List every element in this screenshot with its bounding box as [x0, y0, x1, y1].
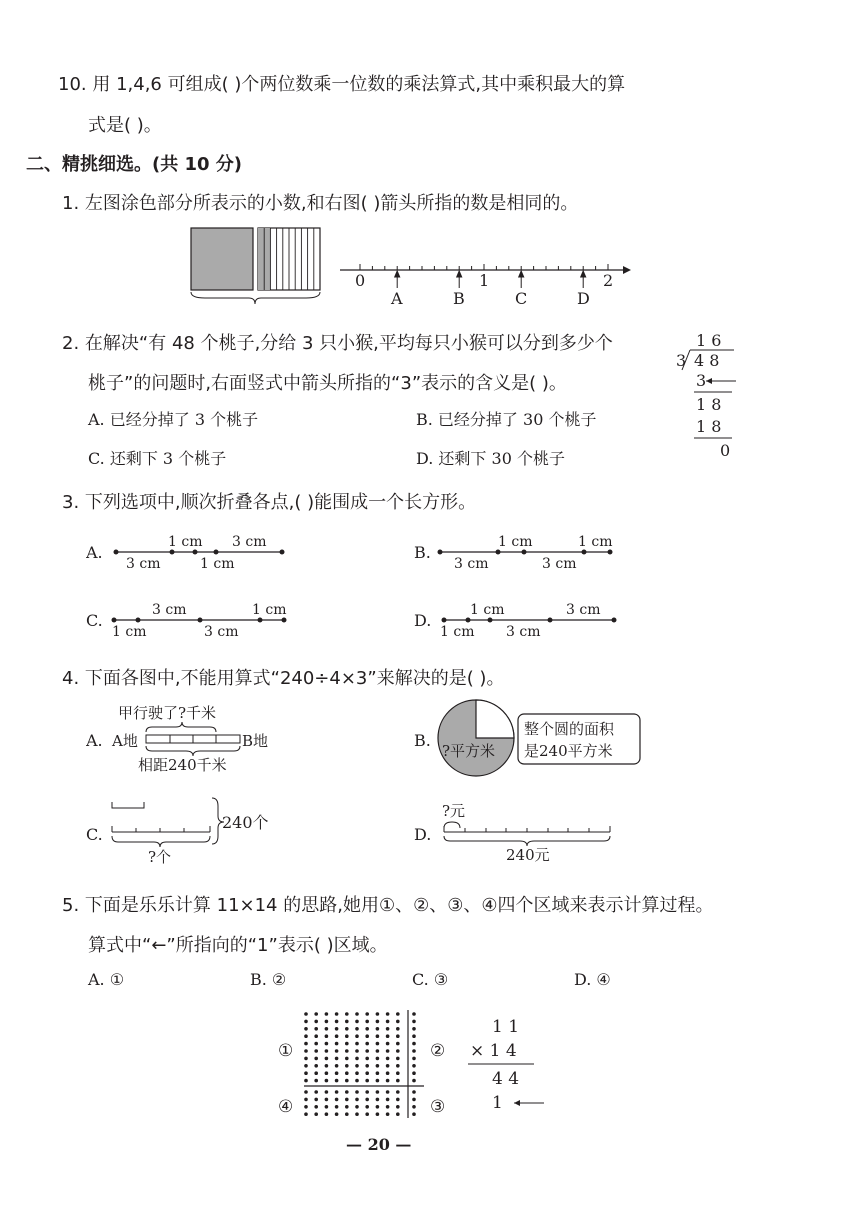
grid-dot — [386, 1042, 390, 1046]
grid-dot — [325, 1090, 329, 1094]
grid-dot — [304, 1105, 308, 1109]
grid-dot — [396, 1027, 400, 1031]
grid-dot — [345, 1064, 349, 1068]
grid-dot — [355, 1020, 359, 1024]
grid-dot — [335, 1049, 339, 1053]
grid-dot — [365, 1042, 369, 1046]
q1-stem: 1. 左图涂色部分所表示的小数,和右图( )箭头所指的数是相同的。 — [62, 193, 579, 214]
arrow-label: B — [453, 289, 465, 308]
grid-dot — [355, 1012, 359, 1016]
grid-dot — [386, 1027, 390, 1031]
grid-dot — [396, 1079, 400, 1083]
grid-dot — [386, 1071, 390, 1075]
grid-dot — [314, 1098, 318, 1102]
grid-dot — [314, 1020, 318, 1024]
grid-dot — [396, 1112, 400, 1116]
grid-dot — [325, 1027, 329, 1031]
grid-dot — [412, 1042, 416, 1046]
grid-dot — [396, 1098, 400, 1102]
grid-dot — [376, 1034, 380, 1038]
q2-option-b: B. 已经分掉了 30 个桃子 — [416, 410, 597, 429]
grid-dot — [335, 1042, 339, 1046]
svg-text:D.: D. — [414, 611, 432, 630]
grid-dot — [345, 1042, 349, 1046]
grid-dot — [325, 1042, 329, 1046]
region-2-label: ② — [430, 1041, 446, 1061]
svg-text:A.: A. — [86, 543, 103, 562]
grid-dot — [396, 1020, 400, 1024]
grid-dot — [355, 1112, 359, 1116]
q4-stem: 4. 下面各图中,不能用算式“240÷4×3”来解决的是( )。 — [62, 668, 505, 689]
svg-text:C.: C. — [86, 825, 103, 844]
arrow-label: D — [577, 289, 590, 308]
grid-dot — [412, 1049, 416, 1053]
svg-text:C.: C. — [86, 611, 103, 630]
grid-dot — [335, 1079, 339, 1083]
svg-text:3: 3 — [696, 371, 707, 390]
q10-line2: 式是( )。 — [88, 115, 162, 136]
grid-dot — [365, 1027, 369, 1031]
q2-option-c: C. 还剩下 3 个桃子 — [88, 449, 227, 468]
grid-dot — [365, 1064, 369, 1068]
grid-dot — [304, 1090, 308, 1094]
q3-option-b — [414, 528, 624, 576]
arrow-label: A — [391, 289, 403, 308]
grid-dot — [345, 1105, 349, 1109]
grid-dot — [386, 1090, 390, 1094]
grid-dot — [345, 1090, 349, 1094]
grid-dot — [386, 1105, 390, 1109]
svg-text:1 6: 1 6 — [696, 331, 722, 350]
grid-dot — [355, 1064, 359, 1068]
svg-text:1 cm: 1 cm — [168, 534, 203, 550]
grid-dot — [376, 1020, 380, 1024]
grid-dot — [345, 1057, 349, 1061]
grid-dot — [304, 1071, 308, 1075]
grid-dot — [314, 1034, 318, 1038]
grid-dot — [304, 1012, 308, 1016]
svg-text:1 cm: 1 cm — [498, 534, 533, 550]
q4-option-d — [414, 800, 624, 866]
grid-dot — [355, 1027, 359, 1031]
svg-text:3 cm: 3 cm — [126, 556, 161, 572]
grid-dot — [355, 1057, 359, 1061]
svg-text:240个: 240个 — [222, 813, 269, 832]
grid-dot — [345, 1098, 349, 1102]
svg-text:1 8: 1 8 — [696, 417, 722, 436]
grid-dot — [314, 1042, 318, 1046]
grid-dot — [325, 1071, 329, 1075]
grid-dot — [396, 1034, 400, 1038]
svg-text:3 cm: 3 cm — [506, 624, 541, 640]
grid-dot — [365, 1090, 369, 1094]
q2-option-d: D. 还剩下 30 个桃子 — [416, 449, 565, 468]
svg-text:1 cm: 1 cm — [112, 624, 147, 640]
svg-text:3 cm: 3 cm — [152, 602, 187, 618]
svg-text:3 cm: 3 cm — [454, 556, 489, 572]
grid-dot — [376, 1090, 380, 1094]
grid-dot — [386, 1034, 390, 1038]
svg-text:3: 3 — [676, 351, 687, 370]
grid-dot — [314, 1105, 318, 1109]
grid-dot — [345, 1112, 349, 1116]
svg-text:1 cm: 1 cm — [578, 534, 613, 550]
grid-dot — [304, 1034, 308, 1038]
svg-text:相距240千米: 相距240千米 — [138, 756, 227, 774]
grid-dot — [396, 1090, 400, 1094]
svg-text:甲行驶了?千米: 甲行驶了?千米 — [118, 704, 217, 722]
grid-dot — [345, 1020, 349, 1024]
q2-line1: 2. 在解决“有 48 个桃子,分给 3 只小猴,平均每只小猴可以分到多少个 — [62, 333, 613, 354]
grid-dot — [412, 1098, 416, 1102]
grid-dot — [314, 1064, 318, 1068]
q2-option-a: A. 已经分掉了 3 个桃子 — [88, 410, 259, 429]
grid-dot — [365, 1020, 369, 1024]
grid-dot — [345, 1079, 349, 1083]
grid-dot — [412, 1027, 416, 1031]
grid-dot — [355, 1090, 359, 1094]
grid-dot — [314, 1057, 318, 1061]
q2-line2: 桃子”的问题时,右面竖式中箭头所指的“3”表示的含义是( )。 — [88, 373, 567, 394]
grid-dot — [345, 1034, 349, 1038]
grid-dot — [376, 1112, 380, 1116]
region-1-label: ① — [278, 1041, 294, 1061]
multiplication-calc — [466, 1012, 556, 1112]
grid-dot — [386, 1079, 390, 1083]
grid-dot — [376, 1012, 380, 1016]
grid-dot — [345, 1049, 349, 1053]
svg-text:是240平方米: 是240平方米 — [524, 742, 613, 760]
section-title: 二、精挑细选。(共 10 分) — [26, 154, 243, 175]
q5-option-d: D. ④ — [574, 970, 611, 989]
grid-dot — [355, 1105, 359, 1109]
grid-dot — [325, 1020, 329, 1024]
grid-dot — [314, 1079, 318, 1083]
svg-text:1 1: 1 1 — [492, 1017, 520, 1037]
svg-text:240元: 240元 — [506, 846, 550, 864]
svg-text:?个: ?个 — [148, 848, 172, 866]
q1-figures — [185, 224, 645, 308]
svg-text:3 cm: 3 cm — [232, 534, 267, 550]
grid-dot — [376, 1071, 380, 1075]
grid-dot — [335, 1098, 339, 1102]
grid-dot — [412, 1057, 416, 1061]
grid-dot — [304, 1079, 308, 1083]
q5-line2: 算式中“←”所指向的“1”表示( )区域。 — [88, 935, 388, 956]
grid-dot — [365, 1098, 369, 1102]
q4-option-b — [414, 698, 654, 780]
svg-text:1 cm: 1 cm — [200, 556, 235, 572]
grid-dot — [376, 1079, 380, 1083]
grid-dot — [386, 1012, 390, 1016]
svg-text:0: 0 — [720, 441, 731, 460]
grid-dot — [345, 1071, 349, 1075]
grid-dot — [325, 1098, 329, 1102]
grid-dot — [325, 1079, 329, 1083]
grid-dot — [325, 1105, 329, 1109]
grid-dot — [412, 1079, 416, 1083]
grid-dot — [304, 1027, 308, 1031]
grid-dot — [412, 1090, 416, 1094]
grid-dot — [386, 1057, 390, 1061]
svg-text:3 cm: 3 cm — [566, 602, 601, 618]
grid-dot — [412, 1020, 416, 1024]
svg-text:B.: B. — [414, 731, 431, 750]
grid-dot — [365, 1057, 369, 1061]
grid-dot — [412, 1105, 416, 1109]
svg-text:?平方米: ?平方米 — [442, 742, 496, 760]
grid-dot — [325, 1064, 329, 1068]
grid-dot — [412, 1012, 416, 1016]
q5-option-c: C. ③ — [412, 970, 449, 989]
grid-dot — [304, 1020, 308, 1024]
grid-dot — [396, 1042, 400, 1046]
grid-dot — [412, 1064, 416, 1068]
grid-dot — [304, 1057, 308, 1061]
svg-text:3 cm: 3 cm — [542, 556, 577, 572]
grid-dot — [376, 1049, 380, 1053]
svg-text:?元: ?元 — [442, 802, 466, 820]
grid-dot — [325, 1112, 329, 1116]
svg-text:1 cm: 1 cm — [470, 602, 505, 618]
grid-dot — [325, 1049, 329, 1053]
grid-dot — [304, 1049, 308, 1053]
grid-dot — [386, 1020, 390, 1024]
grid-dot — [304, 1112, 308, 1116]
grid-dot — [376, 1105, 380, 1109]
grid-dot — [335, 1020, 339, 1024]
grid-dot — [325, 1057, 329, 1061]
q5-option-a: A. ① — [88, 970, 125, 989]
grid-dot — [335, 1057, 339, 1061]
grid-dot — [335, 1090, 339, 1094]
svg-text:4 8: 4 8 — [694, 351, 720, 370]
grid-dot — [412, 1071, 416, 1075]
grid-dot — [386, 1064, 390, 1068]
grid-dot — [335, 1012, 339, 1016]
grid-dot — [376, 1098, 380, 1102]
grid-dot — [335, 1064, 339, 1068]
grid-dot — [412, 1034, 416, 1038]
grid-dot — [335, 1112, 339, 1116]
region-4-label: ④ — [278, 1097, 294, 1117]
grid-dot — [386, 1112, 390, 1116]
grid-dot — [396, 1057, 400, 1061]
q5-option-b: B. ② — [250, 970, 287, 989]
division-diagram — [672, 328, 742, 464]
grid-dot — [376, 1042, 380, 1046]
grid-dot — [396, 1105, 400, 1109]
svg-text:A.: A. — [86, 731, 103, 750]
grid-dot — [376, 1057, 380, 1061]
grid-dot — [386, 1049, 390, 1053]
grid-dot — [314, 1027, 318, 1031]
grid-dot — [355, 1079, 359, 1083]
grid-dot — [396, 1012, 400, 1016]
svg-text:A地: A地 — [112, 732, 138, 750]
q10-line1: 10. 用 1,4,6 可组成( )个两位数乘一位数的乘法算式,其中乘积最大的算 — [58, 74, 626, 95]
svg-text:B地: B地 — [242, 732, 269, 750]
svg-text:1 cm: 1 cm — [440, 624, 475, 640]
grid-dot — [376, 1064, 380, 1068]
grid-dot — [345, 1027, 349, 1031]
grid-dot — [376, 1027, 380, 1031]
svg-text:B.: B. — [414, 543, 431, 562]
grid-dot — [325, 1012, 329, 1016]
grid-dot — [412, 1112, 416, 1116]
grid-dot — [314, 1112, 318, 1116]
grid-dot — [355, 1034, 359, 1038]
grid-dot — [314, 1049, 318, 1053]
grid-dot — [335, 1027, 339, 1031]
grid-dot — [345, 1012, 349, 1016]
grid-dot — [355, 1098, 359, 1102]
svg-text:3 cm: 3 cm — [204, 624, 239, 640]
grid-dot — [355, 1049, 359, 1053]
grid-dot — [304, 1064, 308, 1068]
grid-dot — [355, 1042, 359, 1046]
grid-dot — [314, 1090, 318, 1094]
svg-text:4 4: 4 4 — [492, 1069, 520, 1089]
svg-text:整个圆的面积: 整个圆的面积 — [524, 720, 615, 738]
q4-option-c — [86, 796, 286, 866]
grid-dot — [365, 1105, 369, 1109]
grid-dot — [304, 1042, 308, 1046]
svg-text:D.: D. — [414, 825, 432, 844]
tick-label: 2 — [603, 271, 614, 290]
tick-label: 0 — [355, 271, 366, 290]
grid-dot — [365, 1112, 369, 1116]
q5-line1: 5. 下面是乐乐计算 11×14 的思路,她用①、②、③、④四个区域来表示计算过程。 — [62, 895, 714, 916]
dot-grid-diagram — [274, 1008, 454, 1120]
grid-dot — [335, 1034, 339, 1038]
q3-option-c — [86, 596, 296, 644]
svg-text:1 cm: 1 cm — [252, 602, 287, 618]
grid-dot — [355, 1071, 359, 1075]
page-number: — 20 — — [346, 1135, 412, 1154]
grid-dot — [314, 1071, 318, 1075]
grid-dot — [396, 1071, 400, 1075]
grid-dot — [365, 1012, 369, 1016]
grid-dot — [365, 1049, 369, 1053]
grid-dot — [386, 1098, 390, 1102]
tick-label: 1 — [479, 271, 490, 290]
grid-dot — [365, 1071, 369, 1075]
region-3-label: ③ — [430, 1097, 446, 1117]
grid-dot — [365, 1034, 369, 1038]
q3-option-a — [86, 528, 296, 576]
grid-dot — [335, 1071, 339, 1075]
grid-dot — [314, 1012, 318, 1016]
arrow-label: C — [515, 289, 528, 308]
svg-text:1: 1 — [492, 1093, 503, 1112]
svg-text:× 1 4: × 1 4 — [470, 1041, 517, 1061]
grid-dot — [335, 1105, 339, 1109]
grid-dot — [396, 1064, 400, 1068]
grid-dot — [396, 1049, 400, 1053]
svg-text:1 8: 1 8 — [696, 395, 722, 414]
grid-dot — [325, 1034, 329, 1038]
q3-option-d — [414, 596, 624, 644]
grid-dot — [365, 1079, 369, 1083]
q4-option-a — [86, 702, 286, 774]
q3-stem: 3. 下列选项中,顺次折叠各点,( )能围成一个长方形。 — [62, 492, 477, 513]
grid-dot — [304, 1098, 308, 1102]
